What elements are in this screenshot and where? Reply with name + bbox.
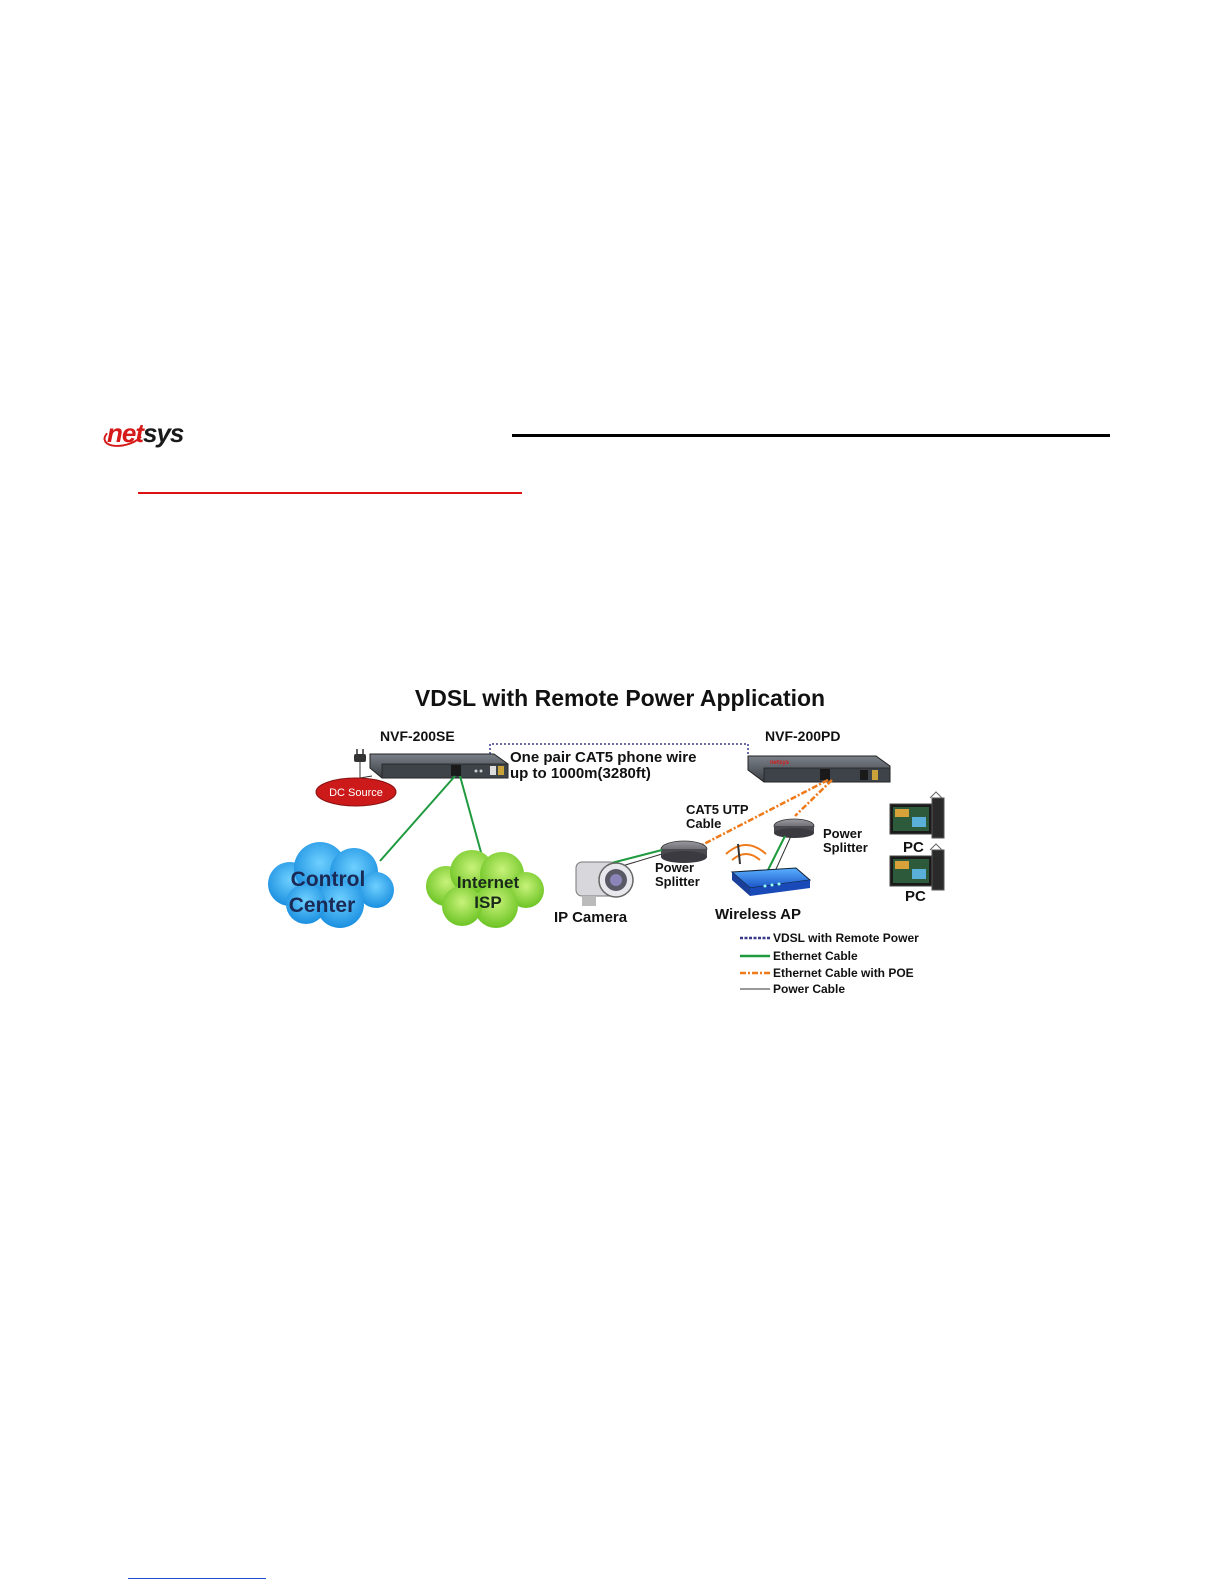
ip-camera-icon xyxy=(576,862,633,906)
power-plug-icon xyxy=(354,749,366,762)
splitter-left-label-line1: Power xyxy=(655,860,695,875)
legend-label-poe: Ethernet Cable with POE xyxy=(773,966,914,980)
splitter-right-label-line1: Power xyxy=(823,826,863,841)
netsys-logo xyxy=(103,418,203,450)
legend xyxy=(740,931,919,996)
diagram-canvas xyxy=(250,676,990,1006)
legend-label-power: Power Cable xyxy=(773,982,846,996)
pc-bottom-label: PC xyxy=(905,888,926,905)
ip-camera-label: IP Camera xyxy=(554,909,628,926)
splitter-right-label-line2: Splitter xyxy=(823,840,868,855)
device-label-nvf-200se: NVF-200SE xyxy=(380,728,455,744)
svg-text:netsys: netsys xyxy=(770,760,790,766)
link-label-line1: One pair CAT5 phone wire xyxy=(510,749,697,766)
logo-text xyxy=(107,418,183,448)
diagram-title: VDSL with Remote Power Application xyxy=(414,685,826,711)
power-splitter-right-icon xyxy=(774,819,814,838)
control-center-label-line2: Center xyxy=(288,894,356,917)
cat5-cable-label-line2: Cable xyxy=(686,816,722,831)
link-label-line2: up to 1000m(3280ft) xyxy=(510,765,651,782)
internet-label-line2: ISP xyxy=(474,893,502,912)
section-rule xyxy=(138,492,522,494)
footer-link-underline xyxy=(128,1578,266,1579)
legend-label-ethernet: Ethernet Cable xyxy=(773,949,858,963)
wireless-ap-label: Wireless AP xyxy=(715,906,802,923)
logo-text-sys: sys xyxy=(143,418,184,448)
wireless-ap-icon xyxy=(726,844,810,896)
control-center-label-line1: Control xyxy=(290,868,366,891)
vdsl-diagram xyxy=(250,676,990,1006)
splitter-left-label-line2: Splitter xyxy=(655,874,700,889)
cat5-cable-label-line1: CAT5 UTP xyxy=(686,802,749,817)
internet-label-line1: Internet xyxy=(456,873,520,892)
logo-text-net: net xyxy=(107,418,143,448)
legend-label-vdsl: VDSL with Remote Power xyxy=(773,931,919,945)
pc-top-icon xyxy=(890,792,944,838)
dc-source-label: DC Source xyxy=(329,787,383,799)
pc-top-label: PC xyxy=(903,839,924,856)
device-label-nvf-200pd: NVF-200PD xyxy=(765,728,841,744)
ethernet-cable-internet xyxy=(460,776,482,856)
header-rule xyxy=(512,434,1110,437)
poe-cable-ap xyxy=(795,780,832,816)
nvf-200pd-device-icon xyxy=(748,756,890,782)
nvf-200se-device-icon xyxy=(370,754,508,778)
